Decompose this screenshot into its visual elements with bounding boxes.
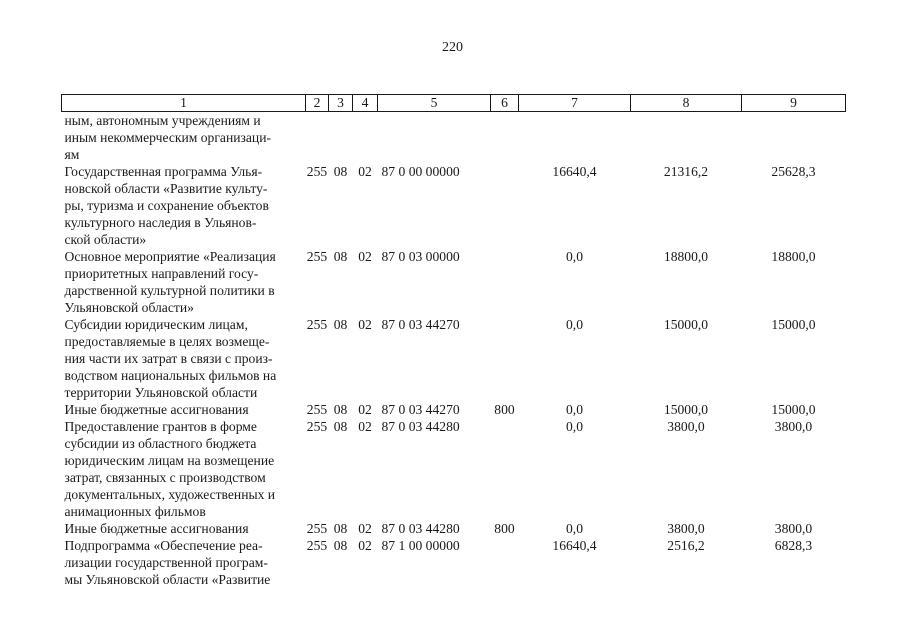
cell-amount-col7: 0,0 bbox=[566, 419, 583, 434]
header-cell-8: 8 bbox=[631, 95, 742, 112]
table-row bbox=[62, 537, 846, 588]
description-line: иным некоммерческим организаци- bbox=[64, 130, 271, 145]
header-cell-2: 2 bbox=[306, 95, 329, 112]
cell-expense-type bbox=[491, 112, 519, 164]
cell-amount-col8: 2516,2 bbox=[667, 538, 705, 553]
table-row bbox=[62, 112, 846, 164]
cell-amount-col9: 6828,3 bbox=[774, 538, 813, 553]
cell-target-article: 87 0 03 44280 bbox=[381, 419, 460, 434]
row-description bbox=[62, 316, 306, 401]
description-line: новской области «Развитие культу- bbox=[64, 181, 268, 196]
description-line: ным, автономным учреждениям и bbox=[64, 113, 261, 128]
description-line: мы Ульяновской области «Развитие bbox=[64, 572, 271, 587]
cell-amount-col8: 21316,2 bbox=[663, 164, 709, 179]
row-description bbox=[62, 537, 306, 588]
cell-admin-code: 255 bbox=[306, 521, 328, 536]
description-line: документальных, художественных и bbox=[64, 487, 276, 502]
cell-amount-col7 bbox=[519, 112, 631, 164]
cell-admin-code: 255 bbox=[306, 164, 328, 179]
cell-expense-type bbox=[491, 163, 519, 248]
description-line: юридическим лицам на возмещение bbox=[64, 453, 275, 468]
page-number: 220 bbox=[442, 40, 463, 55]
description-line: лизации государственной програм- bbox=[64, 555, 268, 570]
cell-amount-col8: 15000,0 bbox=[663, 317, 709, 332]
cell-subsection: 02 bbox=[358, 419, 372, 434]
row-description bbox=[62, 248, 306, 316]
description-line: Иные бюджетные ассигнования bbox=[64, 402, 249, 417]
row-description bbox=[62, 401, 306, 418]
row-description bbox=[62, 520, 306, 537]
cell-target-article: 87 0 03 44270 bbox=[381, 402, 460, 417]
cell-amount-col8: 18800,0 bbox=[663, 249, 709, 264]
row-description bbox=[62, 163, 306, 248]
table-row bbox=[62, 520, 846, 537]
cell-target-article: 87 0 03 00000 bbox=[381, 249, 460, 264]
description-line: культурного наследия в Ульянов- bbox=[64, 215, 257, 230]
cell-amount-col8: 3800,0 bbox=[667, 419, 705, 434]
header-cell-7: 7 bbox=[519, 95, 631, 112]
cell-section: 08 bbox=[333, 164, 348, 179]
cell-subsection bbox=[353, 112, 378, 164]
cell-subsection: 02 bbox=[358, 249, 372, 264]
cell-amount-col7: 16640,4 bbox=[552, 164, 597, 179]
row-description bbox=[62, 418, 306, 520]
description-line: Государственная программа Улья- bbox=[64, 164, 263, 179]
cell-amount-col9: 3800,0 bbox=[774, 419, 813, 434]
cell-section: 08 bbox=[333, 249, 348, 264]
cell-target-article: 87 0 03 44280 bbox=[381, 521, 460, 536]
cell-admin-code bbox=[306, 112, 329, 164]
cell-section: 08 bbox=[333, 538, 348, 553]
cell-amount-col7: 0,0 bbox=[566, 317, 583, 332]
header-row bbox=[62, 95, 846, 112]
description-line: ния части их затрат в связи с произ- bbox=[64, 351, 273, 366]
table-row bbox=[62, 401, 846, 418]
row-description bbox=[62, 112, 306, 164]
header-cell-6: 6 bbox=[491, 95, 519, 112]
description-line: Подпрограмма «Обеспечение реа- bbox=[64, 538, 263, 553]
cell-admin-code: 255 bbox=[306, 538, 328, 553]
cell-admin-code: 255 bbox=[306, 419, 328, 434]
cell-subsection: 02 bbox=[358, 164, 372, 179]
cell-expense-type bbox=[491, 316, 519, 401]
cell-subsection: 02 bbox=[358, 538, 372, 553]
description-line: ры, туризма и сохранение объектов bbox=[64, 198, 269, 213]
cell-expense-type: 800 bbox=[494, 402, 515, 417]
cell-subsection: 02 bbox=[358, 402, 372, 417]
cell-amount-col9: 15000,0 bbox=[771, 317, 816, 332]
description-line: анимационных фильмов bbox=[64, 504, 206, 519]
cell-target-article bbox=[378, 112, 491, 164]
description-line: ям bbox=[64, 147, 80, 162]
cell-amount-col7: 0,0 bbox=[566, 521, 583, 536]
header-cell-5: 5 bbox=[378, 95, 491, 112]
description-line: затрат, связанных с производством bbox=[64, 470, 266, 485]
cell-section: 08 bbox=[333, 419, 348, 434]
header-cell-3: 3 bbox=[329, 95, 353, 112]
cell-target-article: 87 0 03 44270 bbox=[381, 317, 460, 332]
cell-amount-col9 bbox=[742, 112, 846, 164]
table-row bbox=[62, 316, 846, 401]
description-line: Иные бюджетные ассигнования bbox=[64, 521, 249, 536]
cell-subsection: 02 bbox=[358, 317, 372, 332]
cell-amount-col9: 3800,0 bbox=[774, 521, 813, 536]
cell-expense-type bbox=[491, 418, 519, 520]
header-cell-1: 1 bbox=[62, 95, 306, 112]
cell-amount-col8: 15000,0 bbox=[663, 402, 709, 417]
cell-amount-col7: 0,0 bbox=[566, 402, 583, 417]
table-row bbox=[62, 248, 846, 316]
cell-section: 08 bbox=[333, 402, 348, 417]
description-line: предоставляемые в целях возмеще- bbox=[64, 334, 270, 349]
description-line: дарственной культурной политики в bbox=[64, 283, 275, 298]
cell-amount-col9: 18800,0 bbox=[771, 249, 816, 264]
description-line: субсидии из областного бюджета bbox=[64, 436, 257, 451]
budget-table bbox=[61, 94, 846, 588]
cell-expense-type: 800 bbox=[494, 521, 515, 536]
cell-amount-col8: 3800,0 bbox=[667, 521, 705, 536]
cell-admin-code: 255 bbox=[306, 249, 328, 264]
header-cell-4: 4 bbox=[353, 95, 378, 112]
cell-section: 08 bbox=[333, 317, 348, 332]
description-line: территории Ульяновской области bbox=[64, 385, 258, 400]
cell-subsection: 02 bbox=[358, 521, 372, 536]
cell-target-article: 87 1 00 00000 bbox=[381, 538, 460, 553]
description-line: Субсидии юридическим лицам, bbox=[64, 317, 248, 332]
description-line: Ульяновской области» bbox=[64, 300, 194, 315]
cell-amount-col9: 25628,3 bbox=[771, 164, 816, 179]
cell-section bbox=[329, 112, 353, 164]
cell-admin-code: 255 bbox=[306, 317, 328, 332]
cell-admin-code: 255 bbox=[306, 402, 328, 417]
cell-target-article: 87 0 00 00000 bbox=[381, 164, 460, 179]
description-line: Предоставление грантов в форме bbox=[64, 419, 257, 434]
description-line: приоритетных направлений госу- bbox=[64, 266, 259, 281]
description-line: ской области» bbox=[64, 232, 147, 247]
cell-expense-type bbox=[491, 248, 519, 316]
cell-amount-col9: 15000,0 bbox=[771, 402, 816, 417]
cell-expense-type bbox=[491, 537, 519, 588]
cell-amount-col7: 16640,4 bbox=[552, 538, 597, 553]
description-line: Основное мероприятие «Реализация bbox=[64, 249, 276, 264]
description-line: водством национальных фильмов на bbox=[64, 368, 277, 383]
cell-amount-col7: 0,0 bbox=[566, 249, 583, 264]
table-row bbox=[62, 163, 846, 248]
header-cell-9: 9 bbox=[742, 95, 846, 112]
table-row bbox=[62, 418, 846, 520]
cell-section: 08 bbox=[333, 521, 348, 536]
cell-amount-col8 bbox=[631, 112, 742, 164]
